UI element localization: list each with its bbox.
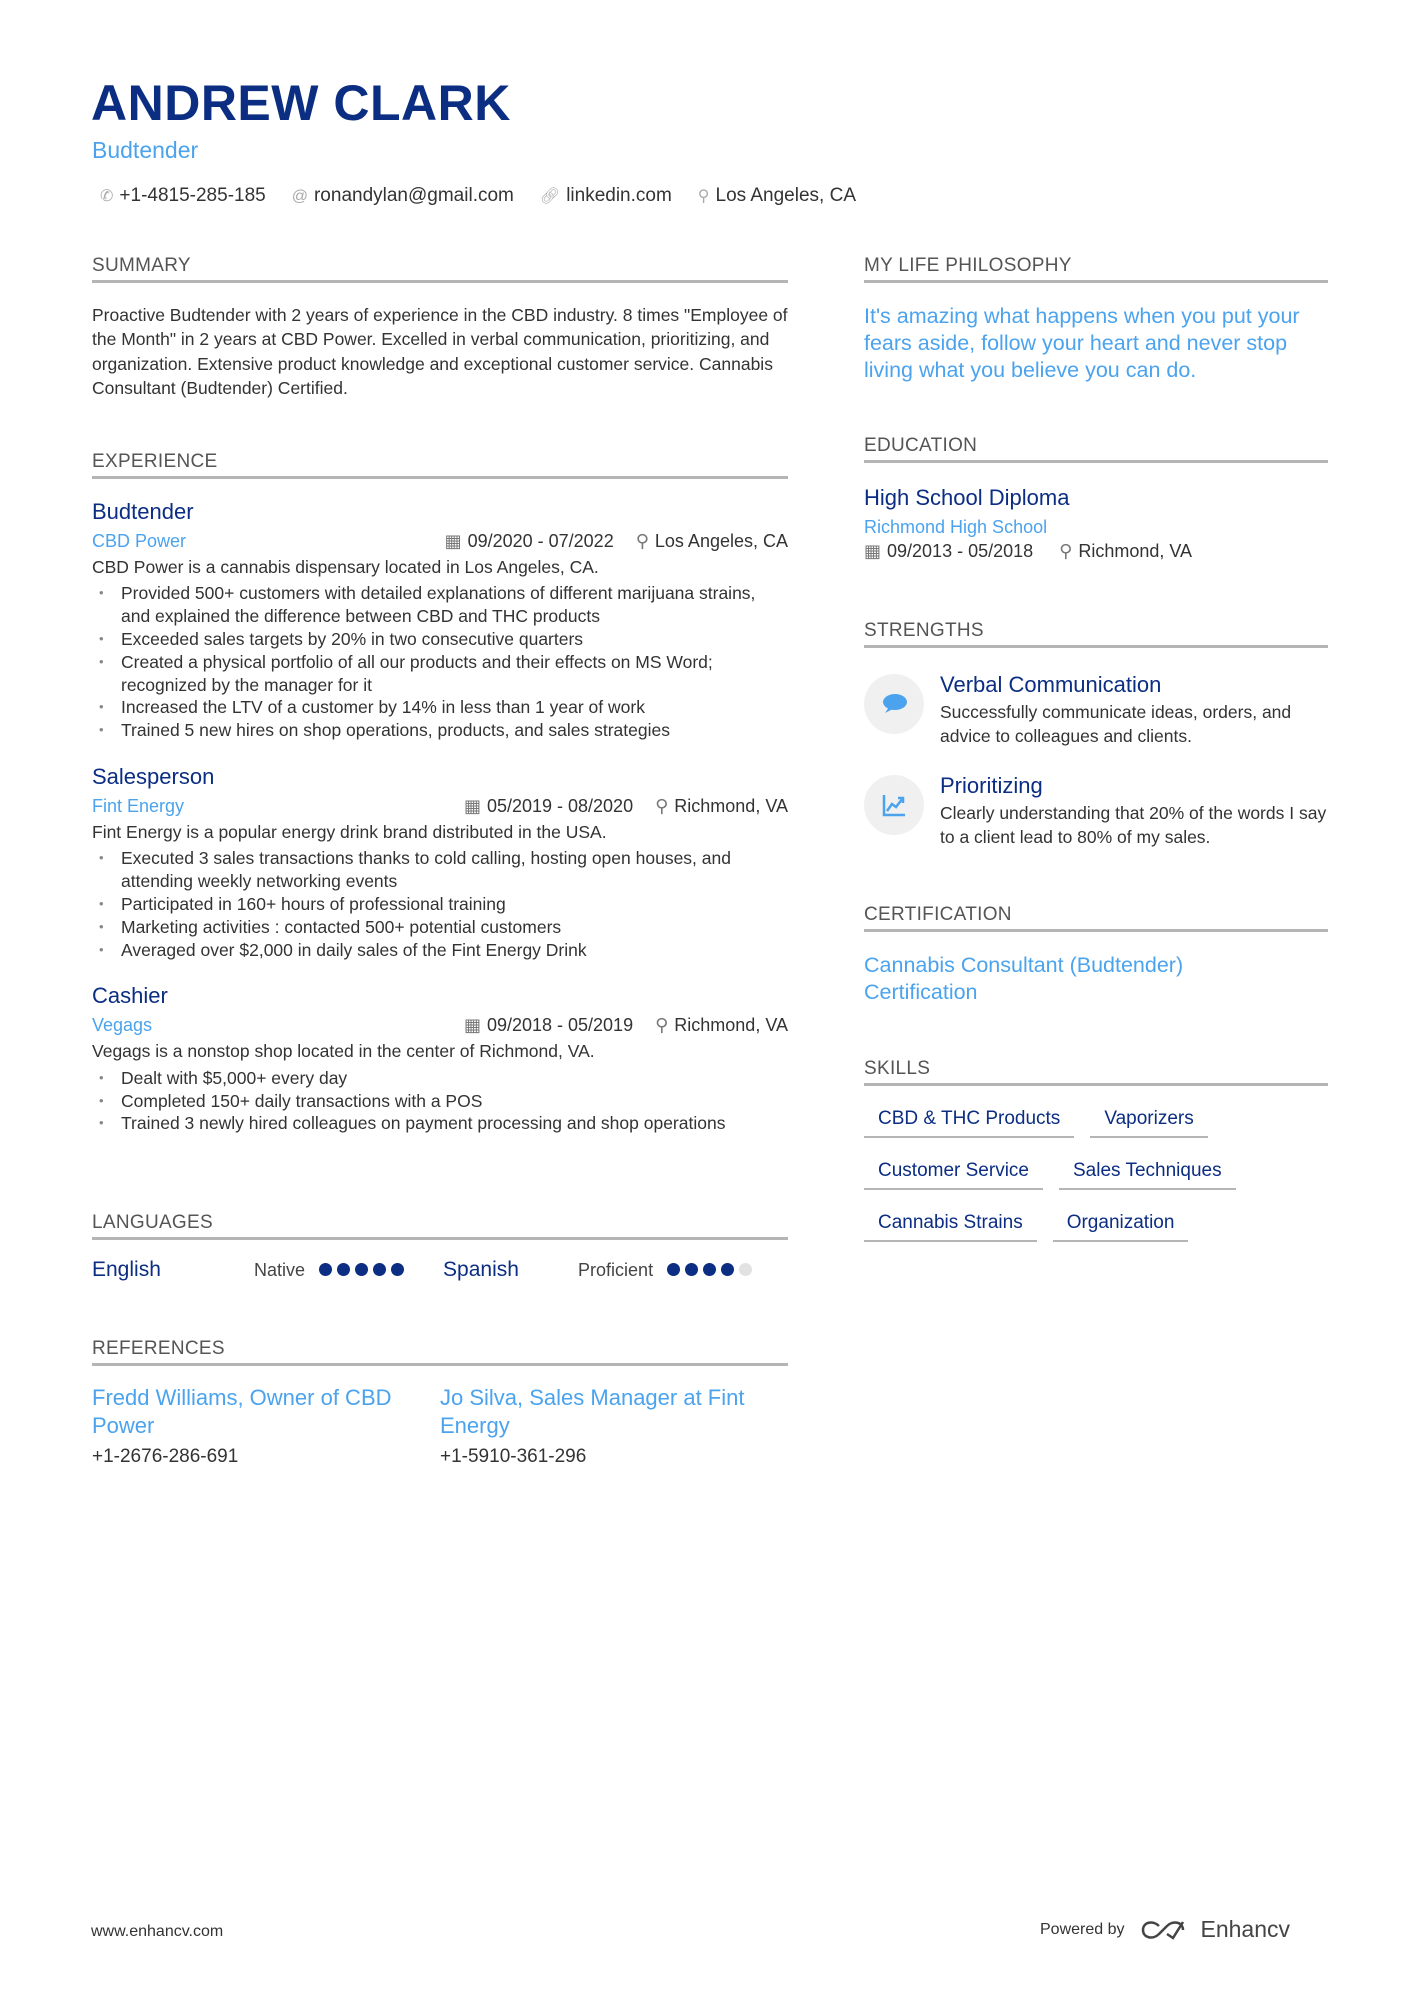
enhancv-brand: Enhancv [1200, 1916, 1291, 1942]
job-location: Richmond, VA [674, 1015, 788, 1036]
calendar-icon: ▦ [444, 531, 462, 551]
skill-tag: Cannabis Strains [864, 1212, 1037, 1242]
reference-item [92, 1384, 440, 1468]
calendar-icon: ▦ [864, 541, 882, 561]
references-section [92, 1338, 788, 1468]
education-dates: 09/2013 - 05/2018 [887, 541, 1034, 561]
location-pin-icon: ⚲ [655, 795, 669, 816]
philosophy-quote: It's amazing what happens when you put your fears aside, follow your heart and never stop living what you believe you can do. [864, 304, 1300, 382]
bullet-item: • Marketing activities : contacted 500+ potential customers [92, 916, 788, 939]
skill-tag: Sales Techniques [1059, 1160, 1236, 1190]
section-heading: EDUCATION [864, 435, 1328, 463]
reference-phone: +1-5910-361-296 [440, 1446, 587, 1467]
job-entry [92, 497, 788, 742]
speech-bubble-icon [864, 674, 924, 734]
job-title: Salesperson [92, 763, 215, 789]
company-name: CBD Power [92, 531, 187, 551]
section-heading: CERTIFICATION [864, 904, 1328, 932]
rating-dot [667, 1263, 680, 1276]
phone-icon: ✆ [100, 188, 114, 205]
calendar-icon: ▦ [463, 795, 481, 816]
bullet-item: • Exceeded sales targets by 20% in two consecutive quarters [92, 628, 788, 651]
job-entry [92, 981, 788, 1135]
job-title: Cashier [92, 983, 168, 1009]
job-bullets [92, 1067, 788, 1135]
rating-dot [355, 1263, 368, 1276]
powered-by: Powered by [1040, 1920, 1125, 1938]
linkedin-link[interactable]: linkedin.com [566, 185, 672, 206]
language-rating [319, 1258, 443, 1282]
bullet-item: • Averaged over $2,000 in daily sales of the Fint Energy Drink [92, 939, 788, 962]
location: Los Angeles, CA [715, 185, 856, 206]
education-section [864, 435, 1328, 562]
job-entry [92, 762, 788, 961]
education-location: Richmond, VA [1078, 541, 1193, 561]
experience-section [92, 451, 788, 1135]
job-location: Richmond, VA [674, 795, 788, 816]
reference-name: Jo Silva, Sales Manager at Fint Energy [440, 1385, 745, 1438]
rating-dot [391, 1263, 404, 1276]
rating-dot [739, 1263, 752, 1276]
skill-tag: CBD & THC Products [864, 1108, 1074, 1138]
section-heading: EXPERIENCE [92, 451, 788, 479]
language-name: Spanish [443, 1258, 519, 1281]
bullet-item: • Created a physical portfolio of all our products and their effects on MS Word; recognized by the manager for it [92, 651, 788, 697]
rating-dot [685, 1263, 698, 1276]
job-dates: 09/2020 - 07/2022 [467, 531, 614, 551]
skills-section [864, 1058, 1328, 1242]
bullet-item: • Completed 150+ daily transactions with a POS [92, 1090, 788, 1113]
email[interactable]: ronandylan@gmail.com [313, 185, 514, 206]
company-name: Vegags [92, 1015, 153, 1036]
bullet-item: • Trained 3 newly hired colleagues on payment processing and shop operations [92, 1112, 788, 1135]
bullet-item: • Executed 3 sales transactions thanks to cold calling, hosting open houses, and attending weekly networking events [92, 847, 788, 893]
footer-website[interactable]: www.enhancv.com [91, 1923, 224, 1940]
strength-item [864, 670, 1328, 749]
footer-branding [1040, 1916, 1290, 1943]
bullet-item: • Trained 5 new hires on shop operations, products, and sales strategies [92, 719, 788, 742]
rating-dot [703, 1263, 716, 1276]
company-description: CBD Power is a cannabis dispensary located in Los Angeles, CA. [92, 557, 599, 577]
job-dates: 09/2018 - 05/2019 [486, 1015, 634, 1036]
languages-section [92, 1212, 788, 1282]
language-name: English [92, 1258, 161, 1281]
bullet-item: • Participated in 160+ hours of professional training [92, 893, 788, 916]
reference-phone: +1-2676-286-691 [92, 1446, 239, 1467]
strength-desc: Successfully communicate ideas, orders, and advice to colleagues and clients. [940, 702, 1292, 747]
languages-list [92, 1258, 788, 1282]
section-heading: SKILLS [864, 1058, 1328, 1086]
skill-tag: Organization [1053, 1212, 1189, 1242]
candidate-name: ANDREW CLARK [91, 75, 511, 131]
bullet-item: • Provided 500+ customers with detailed explanations of different marijuana strains, and explained the difference between CBD and THC products [92, 582, 788, 628]
phone: +1-4815-285-185 [119, 185, 266, 206]
rating-dot [721, 1263, 734, 1276]
section-heading: STRENGTHS [864, 620, 1328, 648]
calendar-icon: ▦ [463, 1015, 481, 1036]
job-bullets [92, 847, 788, 961]
rating-dot [337, 1263, 350, 1276]
strength-desc: Clearly understanding that 20% of the words I say to a client lead to 80% of my sales. [940, 802, 1327, 848]
strength-title: Verbal Communication [940, 672, 1162, 697]
at-icon: @ [291, 188, 308, 205]
rating-dot [319, 1263, 332, 1276]
skill-tag: Vaporizers [1090, 1108, 1207, 1138]
link-icon: 🔗︎ [539, 188, 561, 205]
degree: High School Diploma [864, 485, 1070, 510]
rating-dot [373, 1263, 386, 1276]
skill-tag: Customer Service [864, 1160, 1043, 1190]
bullet-item: • Dealt with $5,000+ every day [92, 1067, 788, 1090]
strength-title: Prioritizing [940, 772, 1043, 798]
summary-section [92, 255, 788, 401]
job-dates: 05/2019 - 08/2020 [486, 795, 634, 816]
job-bullets [92, 582, 788, 742]
reference-item [440, 1384, 788, 1468]
chart-line-icon [864, 775, 924, 835]
reference-name: Fredd Williams, Owner of CBD Power [92, 1385, 392, 1438]
certification-name: Cannabis Consultant (Budtender) Certification [864, 953, 1184, 1004]
job-location: Los Angeles, CA [654, 531, 788, 551]
strength-item [864, 771, 1328, 850]
contact-bar [100, 185, 856, 207]
candidate-title: Budtender [92, 137, 199, 163]
company-name: Fint Energy [92, 795, 185, 816]
strengths-section [864, 620, 1328, 850]
section-heading: MY LIFE PHILOSOPHY [864, 255, 1328, 283]
location-pin-icon: ⚲ [1059, 541, 1073, 561]
language-rating [667, 1258, 757, 1282]
school: Richmond High School [864, 517, 1048, 537]
section-heading: LANGUAGES [92, 1212, 788, 1240]
company-description: Vegags is a nonstop shop located in the center of Richmond, VA. [92, 1041, 595, 1062]
philosophy-section [864, 255, 1328, 384]
location-pin-icon: ⚲ [697, 188, 710, 205]
location-pin-icon: ⚲ [635, 531, 649, 551]
company-description: Fint Energy is a popular energy drink brand distributed in the USA. [92, 821, 607, 842]
summary-text: Proactive Budtender with 2 years of experience in the CBD industry. 8 times "Employee of the Month" in 2 years at CBD Power. Excelled in verbal communication, prioritizing, and organization. Extensive product knowledge and exceptional customer service. Cannabis Consultant (Budtender) Certified. [92, 305, 788, 399]
location-pin-icon: ⚲ [655, 1015, 669, 1036]
job-title: Budtender [92, 499, 194, 524]
certification-section [864, 904, 1328, 1006]
language-level: Proficient [578, 1259, 654, 1280]
section-heading: SUMMARY [92, 255, 788, 283]
language-level: Native [254, 1259, 306, 1280]
section-heading: REFERENCES [92, 1338, 788, 1366]
enhancv-logo-icon [1139, 1918, 1187, 1942]
bullet-item: • Increased the LTV of a customer by 14% in less than 1 year of work [92, 696, 788, 719]
